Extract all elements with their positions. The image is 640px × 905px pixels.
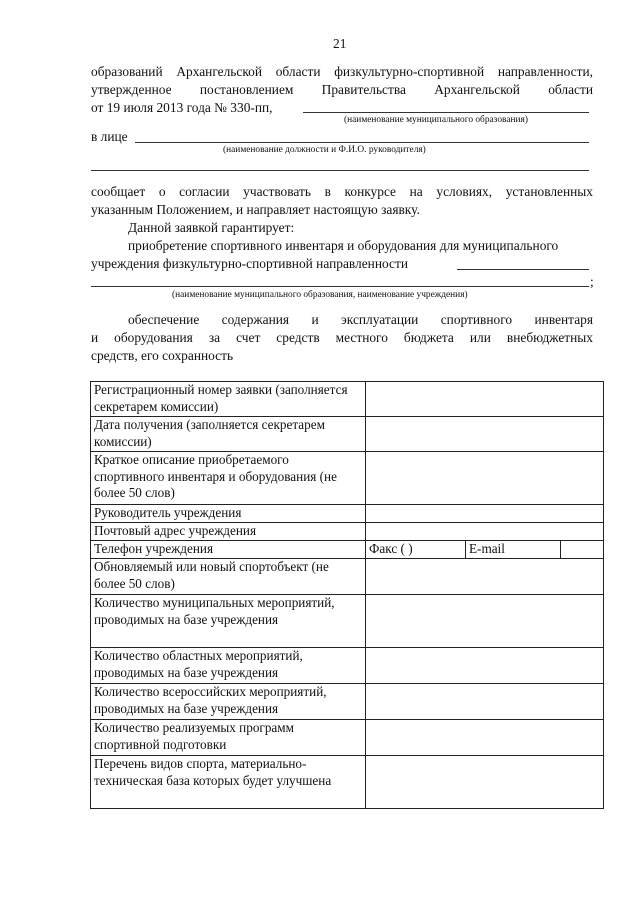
municipality-fill-line bbox=[303, 112, 589, 113]
institution-fill-line bbox=[457, 269, 589, 270]
received-date-label: Дата получения (заполняется секретарем комиссии) bbox=[91, 417, 366, 452]
table-row bbox=[91, 452, 604, 505]
caption-institution: (наименование муниципального образования, наименование учреждения) bbox=[172, 290, 468, 300]
body-line-8: средств, его сохранность bbox=[91, 348, 234, 363]
municipal-events-value[interactable] bbox=[366, 595, 604, 648]
fax-label[interactable]: Факс ( ) bbox=[366, 541, 466, 559]
table-row bbox=[91, 648, 604, 684]
email-value[interactable] bbox=[561, 541, 604, 559]
semicolon: ; bbox=[590, 274, 594, 289]
body-line-1: сообщает о согласии участвовать в конкурсе на условиях, установленных bbox=[91, 184, 593, 199]
national-events-label: Количество всероссийских мероприятий, проводимых на базе учреждения bbox=[91, 684, 366, 720]
in-person-label: в лице bbox=[91, 129, 128, 144]
table-row bbox=[91, 382, 604, 417]
table-row bbox=[91, 756, 604, 809]
body-line-4: приобретение спортивного инвентаря и оборудования для муниципального bbox=[128, 238, 559, 253]
table-row bbox=[91, 595, 604, 648]
institution-fill-line-2 bbox=[91, 286, 589, 287]
description-label: Краткое описание приобретаемого спортивного инвентаря и оборудования (не более 50 слов) bbox=[91, 452, 366, 505]
intro-line-2: утвержденное постановлением Правительства Архангельской области bbox=[91, 82, 593, 97]
table-row bbox=[91, 684, 604, 720]
email-label[interactable]: E-mail bbox=[466, 541, 561, 559]
postal-address-value[interactable] bbox=[366, 523, 604, 541]
phone-label: Телефон учреждения bbox=[91, 541, 366, 559]
description-value[interactable] bbox=[366, 452, 604, 505]
registration-label: Регистрационный номер заявки (заполняется секретарем комиссии) bbox=[91, 382, 366, 417]
head-value[interactable] bbox=[366, 505, 604, 523]
body-line-3: Данной заявкой гарантирует: bbox=[128, 220, 295, 235]
table-row bbox=[91, 541, 604, 559]
regional-events-value[interactable] bbox=[366, 648, 604, 684]
postal-address-label: Почтовый адрес учреждения bbox=[91, 523, 366, 541]
facility-label: Обновляемый или новый спортобъект (не более 50 слов) bbox=[91, 559, 366, 595]
page-number: 21 bbox=[333, 36, 347, 51]
table-row bbox=[91, 720, 604, 756]
table-row bbox=[91, 417, 604, 452]
table-row bbox=[91, 505, 604, 523]
application-form-table bbox=[90, 381, 604, 809]
intro-line-3: от 19 июля 2013 года № 330-пп, bbox=[91, 100, 273, 115]
intro-line-1: образований Архангельской области физкультурно-спортивной направленности, bbox=[91, 64, 593, 79]
regional-events-label: Количество областных мероприятий, проводимых на базе учреждения bbox=[91, 648, 366, 684]
head-fill-line bbox=[135, 142, 589, 143]
caption-municipality: (наименование муниципального образования) bbox=[344, 115, 528, 125]
programs-label: Количество реализуемых программ спортивной подготовки bbox=[91, 720, 366, 756]
body-line-2: указанным Положением, и направляет настоящую заявку. bbox=[91, 202, 420, 217]
municipal-events-label: Количество муниципальных мероприятий, проводимых на базе учреждения bbox=[91, 595, 366, 648]
table-row bbox=[91, 559, 604, 595]
body-line-5: учреждения физкультурно-спортивной направленности bbox=[91, 256, 409, 271]
table-row bbox=[91, 523, 604, 541]
caption-head: (наименование должности и Ф.И.О. руководителя) bbox=[223, 145, 426, 155]
received-date-value[interactable] bbox=[366, 417, 604, 452]
head-fill-line-2 bbox=[91, 170, 589, 171]
body-line-7: и оборудования за счет средств местного бюджета или внебюджетных bbox=[91, 330, 593, 345]
sports-list-value[interactable] bbox=[366, 756, 604, 809]
sports-list-label: Перечень видов спорта, материально-техническая база которых будет улучшена bbox=[91, 756, 366, 809]
facility-value[interactable] bbox=[366, 559, 604, 595]
body-line-6: обеспечение содержания и эксплуатации спортивного инвентаря bbox=[128, 312, 593, 327]
programs-value[interactable] bbox=[366, 720, 604, 756]
registration-value[interactable] bbox=[366, 382, 604, 417]
head-label: Руководитель учреждения bbox=[91, 505, 366, 523]
national-events-value[interactable] bbox=[366, 684, 604, 720]
